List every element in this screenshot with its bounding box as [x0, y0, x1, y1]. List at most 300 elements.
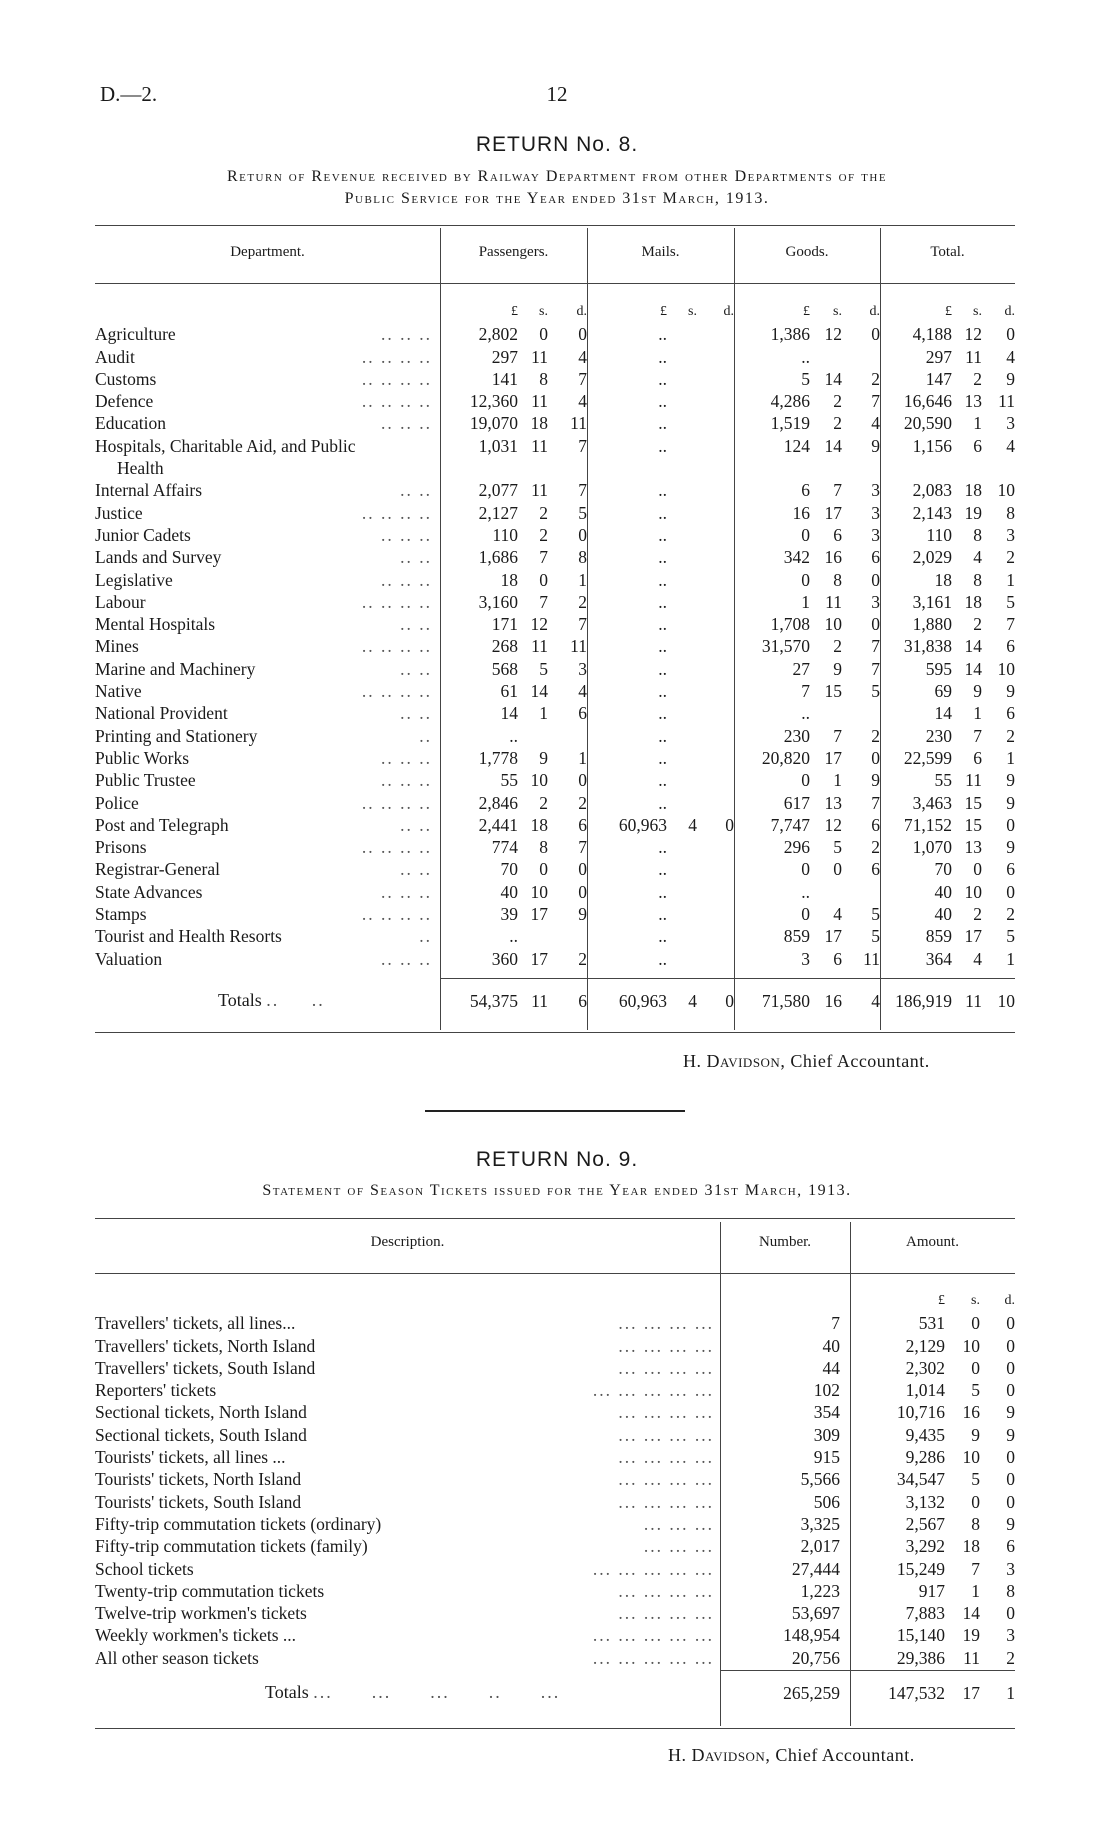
- amount-value: 18: [962, 1536, 980, 1557]
- ticket-label: Travellers' tickets, all lines...: [95, 1313, 296, 1334]
- table-row: [95, 1401, 1015, 1423]
- goods-value: 16: [824, 547, 842, 568]
- totals-pass-value: 6: [578, 991, 587, 1011]
- department-name: [95, 613, 440, 635]
- department-name: [95, 546, 440, 568]
- table-row: [95, 435, 1015, 457]
- mails-value: ..: [658, 770, 667, 791]
- goods-value: 5: [871, 904, 880, 925]
- pass-value: 0: [578, 770, 587, 791]
- total-value: 859: [925, 926, 952, 947]
- table-row: [95, 323, 1015, 345]
- goods-value: 15: [824, 681, 842, 702]
- goods-value: 31,570: [761, 636, 810, 657]
- ticket-label: Tourists' tickets, all lines ...: [95, 1447, 286, 1468]
- spacer: [840, 1580, 850, 1602]
- leader-dots: .. .. .. ..: [361, 591, 432, 612]
- leader-dots: ... ... ... ...: [618, 1447, 714, 1468]
- pass-value: 10: [530, 881, 548, 902]
- ticket-number: 2,017: [800, 1536, 840, 1557]
- leader-dots: .. .. ..: [381, 747, 432, 768]
- mails-value: ..: [658, 547, 667, 568]
- ticket-description: [95, 1602, 720, 1624]
- department-label: Stamps: [95, 904, 147, 925]
- goods-value: 617: [783, 792, 810, 813]
- return8-units-row: [95, 301, 1015, 323]
- department-name: [95, 524, 440, 546]
- unit-pound: £: [660, 304, 667, 319]
- amount-value: 8: [1006, 1580, 1015, 1601]
- spacer: [840, 1602, 850, 1624]
- department-name: [95, 323, 440, 345]
- mails-value: ..: [658, 391, 667, 412]
- goods-value: 5: [871, 681, 880, 702]
- ticket-label: All other season tickets: [95, 1647, 259, 1668]
- table-row: [95, 658, 1015, 680]
- mails-value: [697, 479, 734, 501]
- amount-value: 10: [962, 1447, 980, 1468]
- total-value: 19: [964, 502, 982, 523]
- table-row: [95, 524, 1015, 546]
- total-value: 2: [973, 368, 982, 389]
- pass-value: 61: [500, 681, 518, 702]
- goods-value: 10: [824, 614, 842, 635]
- mails-value: 60,963: [618, 814, 667, 835]
- ticket-description: [95, 1446, 720, 1468]
- return8-col-passengers: Passengers.: [478, 244, 549, 260]
- pass-value: 5: [578, 502, 587, 523]
- amount-value: 9,286: [905, 1447, 945, 1468]
- pass-value: 1: [578, 569, 587, 590]
- unit-pound: £: [803, 304, 810, 319]
- leader-dots: ... ... ... ...: [618, 1313, 714, 1334]
- department-label: Defence: [95, 391, 154, 412]
- total-value: 7: [1006, 614, 1015, 635]
- amount-value: 15,249: [896, 1558, 945, 1579]
- total-value: 15: [964, 814, 982, 835]
- pass-value: 774: [491, 837, 518, 858]
- pass-value: 0: [578, 324, 587, 345]
- table-row: [95, 502, 1015, 524]
- total-value: 3: [1006, 524, 1015, 545]
- amount-value: 0: [1006, 1491, 1015, 1512]
- total-value: 2: [1006, 547, 1015, 568]
- table-row: [95, 1312, 1015, 1334]
- goods-value: ..: [801, 881, 810, 902]
- goods-value: 7: [833, 725, 842, 746]
- department-label: Lands and Survey: [95, 547, 222, 568]
- table-row: [95, 725, 1015, 747]
- total-value: 9: [1006, 792, 1015, 813]
- total-value: 13: [964, 837, 982, 858]
- goods-value: 2: [871, 725, 880, 746]
- leader-dots: ... ... ...: [643, 1536, 714, 1557]
- leader-dots: ... ... ...: [643, 1513, 714, 1534]
- pass-value: ..: [509, 926, 518, 947]
- total-value: 0: [1006, 814, 1015, 835]
- return8-bottom-rule: [95, 1032, 1015, 1033]
- spacer: [840, 1468, 850, 1490]
- department-label: Mental Hospitals: [95, 614, 216, 635]
- pass-value: 14: [500, 703, 518, 724]
- department-label: Post and Telegraph: [95, 814, 229, 835]
- goods-value: 4,286: [770, 391, 810, 412]
- mails-value: [697, 903, 734, 925]
- totals-goods-value: 4: [871, 991, 880, 1011]
- goods-value: 17: [824, 747, 842, 768]
- total-value: 4: [973, 948, 982, 969]
- amount-value: 9,435: [905, 1424, 945, 1445]
- goods-value: 2: [833, 413, 842, 434]
- goods-value: 7,747: [770, 814, 810, 835]
- pass-value: 6: [578, 814, 587, 835]
- mails-value: [667, 725, 697, 747]
- empty-cell: [548, 457, 587, 479]
- ticket-description: [95, 1401, 720, 1423]
- pass-value: 2,802: [478, 324, 518, 345]
- total-value: 8: [973, 569, 982, 590]
- pass-value: 40: [500, 881, 518, 902]
- goods-value: 3: [801, 948, 810, 969]
- amount-value: 0: [1006, 1469, 1015, 1490]
- total-value: 4: [1006, 346, 1015, 367]
- goods-value: 0: [801, 904, 810, 925]
- total-value: 10: [964, 881, 982, 902]
- leader-dots: ... ... ... ... ...: [592, 1625, 714, 1646]
- goods-value: 14: [824, 368, 842, 389]
- total-value: 18: [934, 569, 952, 590]
- unit-penny: d.: [1004, 304, 1015, 319]
- amount-value: 9: [1006, 1513, 1015, 1534]
- unit-penny: d.: [1004, 1293, 1015, 1308]
- return8-col-mails: Mails.: [641, 244, 680, 260]
- goods-value: 12: [824, 814, 842, 835]
- total-value: 110: [926, 524, 952, 545]
- total-value: 1,070: [912, 837, 952, 858]
- table-row: [95, 1424, 1015, 1446]
- table-row: [95, 814, 1015, 836]
- pass-value: 0: [578, 859, 587, 880]
- table-row: [95, 546, 1015, 568]
- goods-value: 9: [833, 658, 842, 679]
- totals-amount-value: 17: [962, 1683, 980, 1703]
- return9-subtitle: Statement of Season Tickets issued for the Year ended 31st March, 1913.: [262, 1182, 852, 1199]
- empty-cell: [518, 457, 548, 479]
- leader-dots: ... ... ... ...: [618, 1491, 714, 1512]
- spacer: [840, 1357, 850, 1379]
- department-name: [95, 591, 440, 613]
- total-value: 1: [1006, 948, 1015, 969]
- pass-value: 3: [578, 658, 587, 679]
- mails-value: ..: [658, 346, 667, 367]
- pass-value: 11: [531, 346, 548, 367]
- pass-value: 360: [491, 948, 518, 969]
- ticket-label: Reporters' tickets: [95, 1380, 217, 1401]
- pass-value: 0: [539, 324, 548, 345]
- mails-value: [697, 836, 734, 858]
- pass-value: 18: [530, 814, 548, 835]
- mails-value: ..: [658, 837, 667, 858]
- department-label: Agriculture: [95, 324, 176, 345]
- pass-value: 70: [500, 859, 518, 880]
- table-row: [95, 346, 1015, 368]
- table-row: [95, 1624, 1015, 1646]
- units-spacer: [840, 1290, 850, 1312]
- leader-dots: .. ..: [400, 814, 432, 835]
- department-name: [95, 479, 440, 501]
- department-label: Education: [95, 413, 166, 434]
- mails-value: [697, 524, 734, 546]
- pass-value: 568: [491, 658, 518, 679]
- total-value: 2: [973, 904, 982, 925]
- mails-value: [697, 591, 734, 613]
- leader-dots: ... ... ... ...: [618, 1357, 714, 1378]
- amount-value: 16: [962, 1402, 980, 1423]
- amount-value: 14: [962, 1603, 980, 1624]
- pass-value: 7: [539, 547, 548, 568]
- table-row: [95, 1580, 1015, 1602]
- goods-value: [842, 881, 880, 903]
- amount-value: 19: [962, 1625, 980, 1646]
- total-value: 3: [1006, 413, 1015, 434]
- pass-value: 18: [500, 569, 518, 590]
- units-spacer: [720, 1290, 840, 1312]
- ticket-number: 309: [813, 1424, 840, 1445]
- goods-value: [810, 702, 842, 724]
- mails-value: [667, 948, 697, 970]
- total-value: 2,083: [912, 480, 952, 501]
- goods-value: 124: [783, 435, 810, 456]
- amount-value: 0: [1006, 1447, 1015, 1468]
- leader-dots: ... ... ... ...: [618, 1424, 714, 1445]
- amount-value: 0: [1006, 1380, 1015, 1401]
- department-label: Labour: [95, 591, 146, 612]
- amount-value: 0: [971, 1491, 980, 1512]
- unit-pound: £: [938, 1293, 945, 1308]
- leader-dots: .. .. .. ..: [361, 837, 432, 858]
- amount-value: 7: [971, 1558, 980, 1579]
- mails-value: [697, 769, 734, 791]
- empty-cell: [982, 457, 1015, 479]
- amount-value: 5: [971, 1469, 980, 1490]
- amount-value: 29,386: [896, 1647, 945, 1668]
- leader-dots: .. .. .. ..: [361, 346, 432, 367]
- units-spacer: [95, 1290, 720, 1312]
- totals-row: [720, 1682, 1015, 1704]
- totals-total-value: 10: [997, 991, 1015, 1011]
- ticket-label: Weekly workmen's tickets ...: [95, 1625, 297, 1646]
- total-value: 12: [964, 324, 982, 345]
- amount-value: 0: [971, 1313, 980, 1334]
- pass-value: [518, 725, 548, 747]
- department-label: Native: [95, 681, 142, 702]
- pass-value: 10: [530, 770, 548, 791]
- department-label: Audit: [95, 346, 135, 367]
- table-row: [95, 613, 1015, 635]
- goods-value: 7: [871, 636, 880, 657]
- empty-cell: [880, 457, 952, 479]
- pass-value: [548, 925, 587, 947]
- mails-value: [667, 658, 697, 680]
- ticket-label: School tickets: [95, 1558, 194, 1579]
- department-label: Valuation: [95, 948, 163, 969]
- return9-units-row: [95, 1290, 1015, 1312]
- department-name: [95, 903, 440, 925]
- table-row: [95, 1558, 1015, 1580]
- mails-value: [697, 747, 734, 769]
- return8-col-department: Department.: [230, 244, 305, 260]
- pass-value: 11: [570, 413, 587, 434]
- mails-value: ..: [658, 636, 667, 657]
- goods-value: 1,519: [770, 413, 810, 434]
- goods-value: 1: [801, 591, 810, 612]
- pass-value: ..: [509, 725, 518, 746]
- ticket-label: Fifty-trip commutation tickets (family): [95, 1536, 368, 1557]
- total-value: 2: [1006, 725, 1015, 746]
- leader-dots: .. .. .. ..: [361, 792, 432, 813]
- mails-value: [667, 769, 697, 791]
- total-value: 4: [1006, 435, 1015, 456]
- goods-value: [810, 881, 842, 903]
- ticket-number: 102: [813, 1380, 840, 1401]
- goods-value: 1: [833, 770, 842, 791]
- mails-value: ..: [658, 792, 667, 813]
- pass-value: [548, 725, 587, 747]
- goods-value: 16: [792, 502, 810, 523]
- goods-value: 9: [871, 770, 880, 791]
- goods-value: 8: [833, 569, 842, 590]
- leader-dots: .. .. .. ..: [361, 368, 432, 389]
- total-value: 6: [1006, 703, 1015, 724]
- ticket-label: Tourists' tickets, North Island: [95, 1469, 302, 1490]
- leader-dots: .. ..: [400, 547, 432, 568]
- totals-total-value: 186,919: [895, 991, 952, 1011]
- total-value: 40: [934, 881, 952, 902]
- department-name: [95, 769, 440, 791]
- totals-total-value: 11: [965, 991, 982, 1011]
- total-value: 0: [1006, 881, 1015, 902]
- ticket-description: [95, 1647, 720, 1669]
- table-row: [95, 702, 1015, 724]
- mails-value: [697, 346, 734, 368]
- pass-value: 2: [578, 948, 587, 969]
- spacer: [840, 1647, 850, 1669]
- totals-number: 265,259: [783, 1683, 840, 1703]
- department-name: [95, 836, 440, 858]
- leader-dots: ... ... ... ...: [618, 1335, 714, 1356]
- department-name: [95, 368, 440, 390]
- ticket-number: 1,223: [800, 1580, 840, 1601]
- department-label: Legislative: [95, 569, 173, 590]
- pass-value: 4: [578, 346, 587, 367]
- amount-value: 3,292: [905, 1536, 945, 1557]
- table-row: [95, 1357, 1015, 1379]
- totals-amount-value: 147,532: [888, 1683, 945, 1703]
- table-row: [95, 569, 1015, 591]
- pass-value: 9: [578, 904, 587, 925]
- return9-title: RETURN No. 9.: [475, 1148, 639, 1171]
- goods-value: 7: [871, 391, 880, 412]
- total-value: 230: [925, 725, 952, 746]
- pass-value: 7: [539, 591, 548, 612]
- return9-signature-title: Chief Accountant.: [775, 1745, 915, 1765]
- ticket-number: 915: [813, 1447, 840, 1468]
- return8-title: RETURN No. 8.: [475, 133, 639, 156]
- department-name: [95, 502, 440, 524]
- ticket-number: 7: [831, 1313, 840, 1334]
- ticket-label: Tourists' tickets, South Island: [95, 1491, 302, 1512]
- total-value: 11: [965, 346, 982, 367]
- goods-value: 1,708: [770, 614, 810, 635]
- pass-value: 7: [578, 368, 587, 389]
- total-value: 6: [1006, 859, 1015, 880]
- spacer: [840, 1513, 850, 1535]
- mails-value: [667, 524, 697, 546]
- goods-value: 6: [871, 859, 880, 880]
- total-value: 71,152: [903, 814, 952, 835]
- total-value: 11: [998, 391, 1015, 412]
- return9-bottom-rule: [95, 1728, 1015, 1729]
- goods-value: 9: [871, 435, 880, 456]
- department-label: Mines: [95, 636, 139, 657]
- leader-dots: ... ... ... ... ...: [592, 1647, 714, 1668]
- pass-value: 268: [491, 636, 518, 657]
- goods-value: 5: [871, 926, 880, 947]
- mails-value: [697, 702, 734, 724]
- amount-value: 9: [1006, 1424, 1015, 1445]
- leader-dots: .. ..: [400, 614, 432, 635]
- pass-value: 2: [539, 502, 548, 523]
- ticket-description: [95, 1335, 720, 1357]
- mails-value: ..: [658, 591, 667, 612]
- total-value: 0: [973, 859, 982, 880]
- pass-value: 8: [578, 547, 587, 568]
- department-label: National Provident: [95, 703, 228, 724]
- pass-value: 1,778: [478, 747, 518, 768]
- mails-value: [667, 903, 697, 925]
- goods-value: 0: [871, 614, 880, 635]
- leader-dots: ... ... ... ... ...: [592, 1558, 714, 1579]
- pass-value: 7: [578, 435, 587, 456]
- pass-value: 0: [578, 524, 587, 545]
- total-value: 1: [973, 413, 982, 434]
- leader-dots: .. .. ..: [381, 881, 432, 902]
- total-value: 7: [973, 725, 982, 746]
- pass-value: 17: [530, 904, 548, 925]
- return8-table: [95, 301, 1015, 970]
- mails-value: [697, 858, 734, 880]
- pass-value: 2,127: [478, 502, 518, 523]
- empty-cell: [587, 457, 667, 479]
- mails-value: [667, 368, 697, 390]
- mails-value: ..: [658, 324, 667, 345]
- total-value: 13: [964, 391, 982, 412]
- leader-dots: ..: [419, 725, 432, 746]
- spacer: [840, 1424, 850, 1446]
- amount-value: 0: [1006, 1313, 1015, 1334]
- return8-totals-rule: [440, 978, 1015, 979]
- mails-value: [667, 502, 697, 524]
- mails-value: [697, 368, 734, 390]
- table-row: [95, 1335, 1015, 1357]
- pass-value: 0: [539, 569, 548, 590]
- ticket-number: 354: [813, 1402, 840, 1423]
- goods-value: 3: [871, 591, 880, 612]
- goods-value: 0: [871, 747, 880, 768]
- goods-value: 3: [871, 480, 880, 501]
- totals-mails-value: 4: [688, 991, 697, 1011]
- ticket-label: Fifty-trip commutation tickets (ordinary): [95, 1513, 382, 1534]
